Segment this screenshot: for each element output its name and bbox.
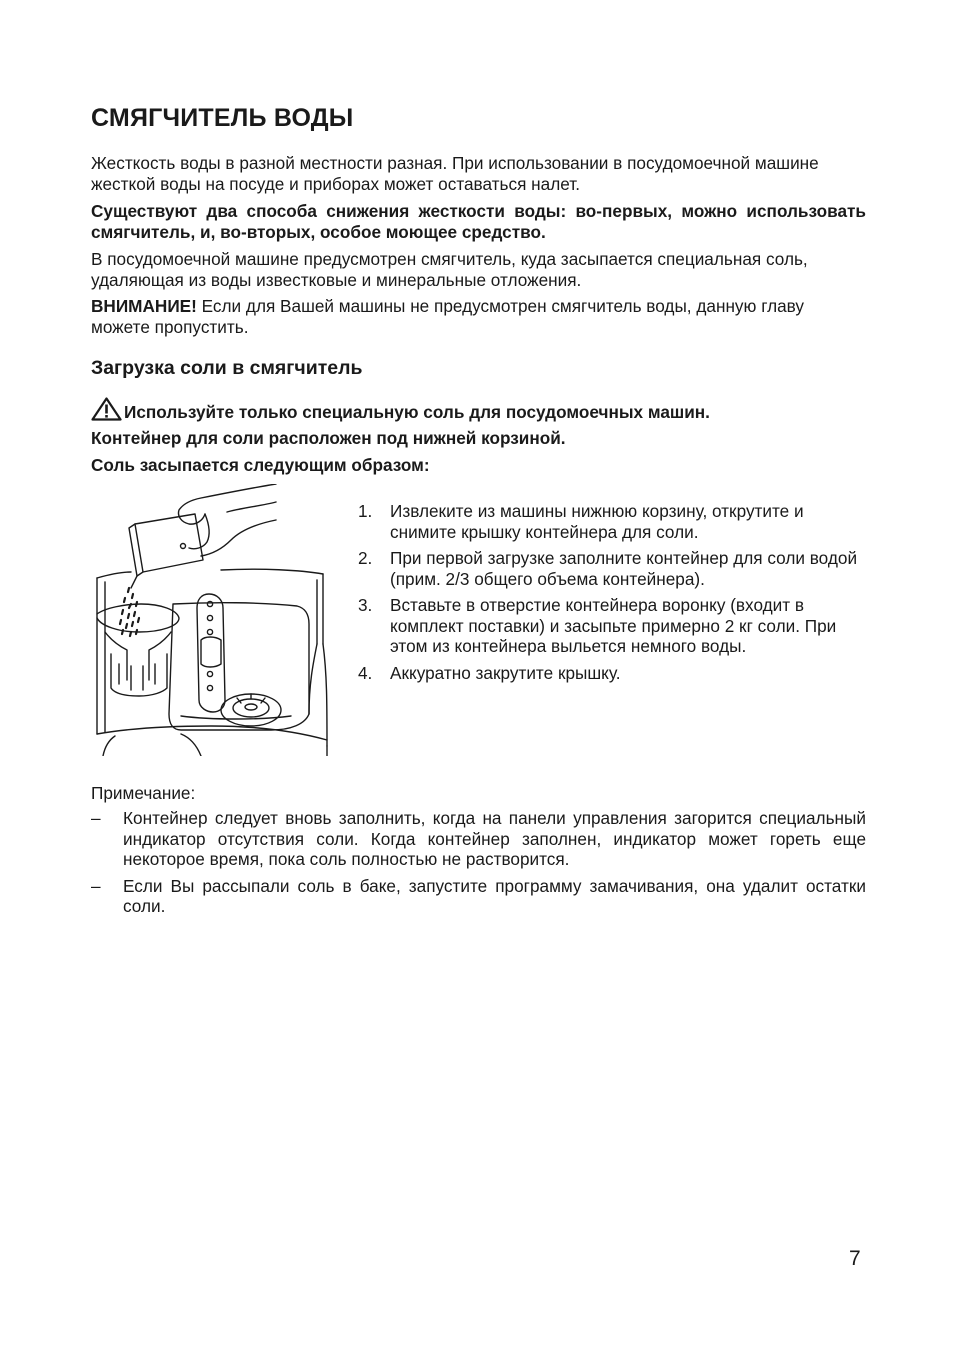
page-heading: СМЯГЧИТЕЛЬ ВОДЫ bbox=[91, 104, 354, 132]
step-text: При первой загрузке заполните контейнер для соли водой (прим. 2/3 общего объема контейнера). bbox=[390, 548, 858, 589]
softener-paragraph: В посудомоечной машине предусмотрен смягчитель, куда засыпается специальная соль, удаляющая из воды известковые и минеральные отложения. bbox=[91, 249, 808, 290]
warning-triangle-icon bbox=[91, 397, 122, 421]
warning-text: Используйте только специальную соль для посудомоечных машин. bbox=[124, 402, 710, 422]
note-text: Если Вы рассыпали соль в баке, запустите программу замачивания, она удалит остатки соли. bbox=[123, 875, 866, 916]
attention-text: Если для Вашей машины не предусмотрен смягчитель воды, данную главу можете пропустить. bbox=[91, 296, 805, 337]
note-text: Контейнер следует вновь заполнить, когда на панели управления загорится специальный индикатор отсутствия соли. Когда контейнер заполнен, индикатор может гореть еще некоторое время, пока соль полностью не растворится. bbox=[123, 808, 866, 869]
container-location-text: Контейнер для соли расположен под нижней корзиной. bbox=[91, 428, 566, 448]
step-number: 1. bbox=[358, 501, 373, 521]
list-item bbox=[358, 501, 868, 542]
attention-label: ВНИМАНИЕ! bbox=[91, 296, 197, 316]
methods-paragraph: Существуют два способа снижения жесткости воды: во-первых, можно использовать смягчитель, и, во-вторых, особое моющее средство. bbox=[91, 201, 866, 242]
intro-paragraph: Жесткость воды в разной местности разная. При использовании в посудомоечной машине жесткой воды на посуде и приборах может оставаться налет. bbox=[91, 153, 819, 194]
step-text: Вставьте в отверстие контейнера воронку (входит в комплект поставки) и засыпьте примерно 2 кг соли. При этом из контейнера выльется немного воды. bbox=[390, 595, 837, 656]
list-item bbox=[91, 808, 866, 870]
warning-line bbox=[91, 397, 710, 423]
step-text: Извлеките из машины нижнюю корзину, открутите и снимите крышку контейнера для соли. bbox=[390, 501, 804, 542]
list-item bbox=[358, 595, 868, 657]
list-item bbox=[358, 663, 868, 684]
instruction-steps bbox=[358, 501, 868, 689]
procedure-intro-text: Соль засыпается следующим образом: bbox=[91, 455, 430, 475]
salt-filling-illustration bbox=[91, 484, 337, 756]
attention-paragraph bbox=[91, 296, 866, 337]
note-dash: – bbox=[91, 808, 101, 828]
page-number: 7 bbox=[849, 1247, 861, 1270]
step-text: Аккуратно закрутите крышку. bbox=[390, 662, 621, 683]
step-number: 2. bbox=[358, 548, 373, 568]
note-label: Примечание: bbox=[91, 783, 196, 803]
step-number: 4. bbox=[358, 662, 373, 683]
notes-list bbox=[91, 808, 866, 923]
note-dash: – bbox=[91, 875, 101, 896]
list-item bbox=[91, 876, 866, 917]
section-subheading: Загрузка соли в смягчитель bbox=[91, 357, 363, 379]
step-number: 3. bbox=[358, 595, 373, 615]
list-item bbox=[358, 548, 868, 589]
